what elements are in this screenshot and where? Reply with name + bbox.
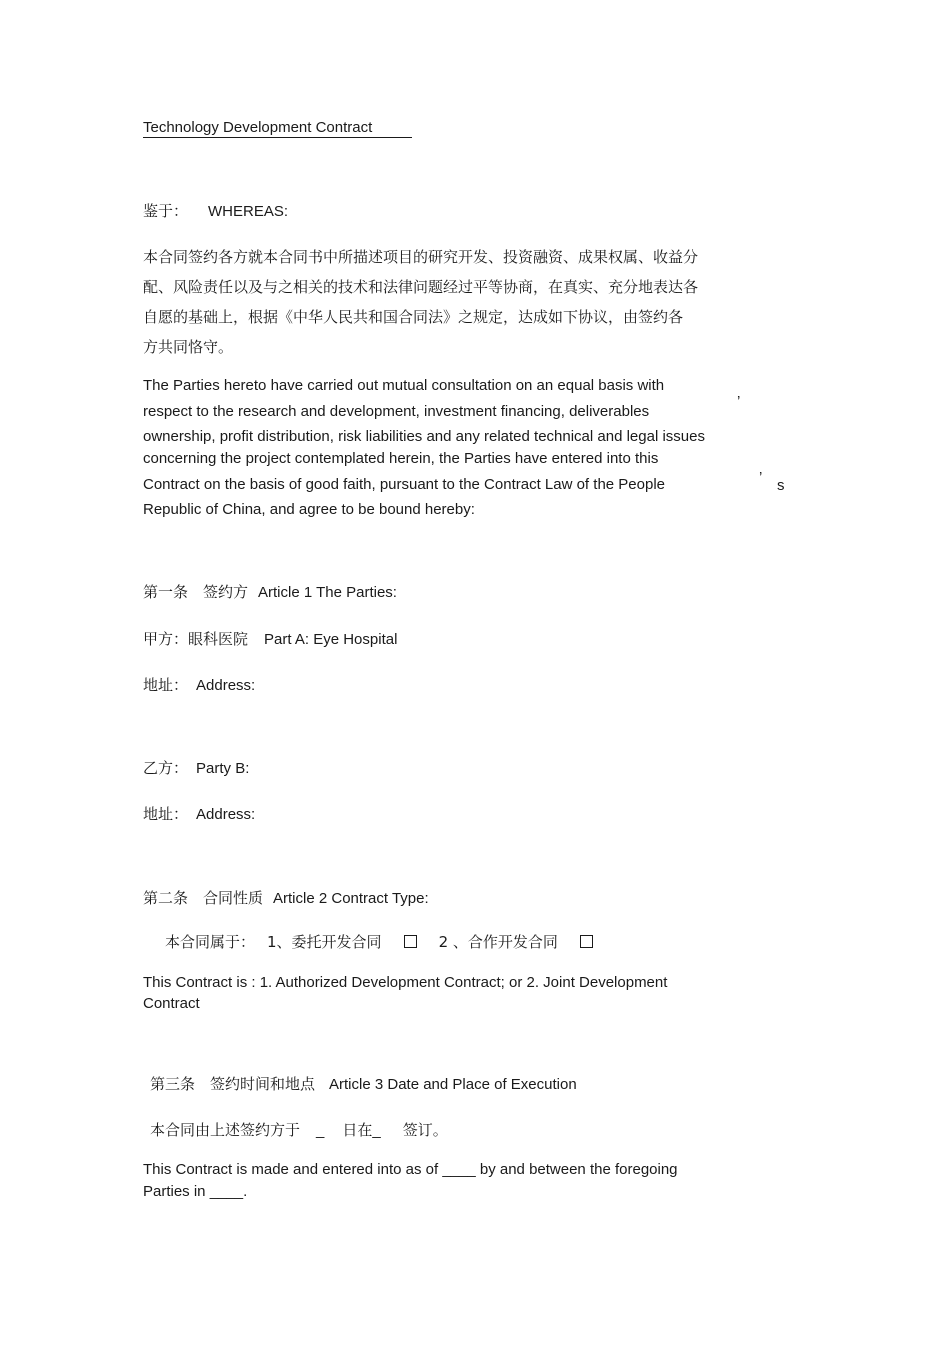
preamble-cn bbox=[143, 242, 743, 362]
option2-checkbox[interactable] bbox=[580, 935, 593, 948]
party-a-en: Part A: Eye Hospital bbox=[264, 631, 398, 648]
article1-heading-cn: 第一条 签约方 bbox=[143, 583, 249, 601]
execution-en-line: Parties in ____. bbox=[143, 1183, 248, 1200]
preamble-en-line: The Parties hereto have carried out mutual consultation on an equal basis with bbox=[143, 377, 665, 394]
stray-apostrophe: ’ bbox=[759, 469, 763, 486]
preamble-cn-line: 方共同恪守。 bbox=[143, 338, 234, 356]
title-underline bbox=[143, 137, 412, 138]
party-a-address bbox=[143, 674, 255, 695]
article2-heading-cn: 第二条 合同性质 bbox=[143, 889, 264, 907]
article1-heading-en: Article 1 The Parties: bbox=[258, 584, 397, 601]
preamble-cn-line: 自愿的基础上，根据《中华人民共和国合同法》之规定，达成如下协议，由签约各 bbox=[143, 308, 684, 326]
whereas-en: WHEREAS: bbox=[208, 203, 289, 220]
preamble-cn-line: 配、风险责任以及与之相关的技术和法律问题经过平等协商，在真实、充分地表达各 bbox=[143, 278, 699, 296]
preamble-en-line: Contract on the basis of good faith, pursuant to the Contract Law of the People bbox=[143, 476, 665, 493]
whereas-cn: 鉴于： bbox=[143, 202, 189, 220]
execution-en-line: This Contract is made and entered into as of ____ by and between the foregoing bbox=[143, 1161, 678, 1178]
article2-heading bbox=[143, 887, 429, 908]
address-a-en: Address: bbox=[196, 677, 256, 694]
preamble-en-line: respect to the research and development, investment financing, deliverables bbox=[143, 403, 650, 420]
whereas-heading bbox=[143, 200, 288, 221]
party-a bbox=[143, 628, 397, 649]
preamble-en-line: Republic of China, and agree to be bound hereby: bbox=[143, 501, 475, 518]
execution-cn-part: 本合同由上述签约方于 bbox=[150, 1121, 301, 1139]
article3-heading bbox=[150, 1073, 577, 1094]
option2-label: 2 、合作开发合同 bbox=[438, 933, 558, 951]
address-b-cn: 地址： bbox=[143, 805, 189, 823]
party-b-address bbox=[143, 803, 255, 824]
article3-heading-en: Article 3 Date and Place of Execution bbox=[329, 1076, 577, 1093]
option1-label: 1、委托开发合同 bbox=[267, 933, 382, 951]
belongs-cn: 本合同属于： bbox=[165, 933, 256, 951]
contract-type-options bbox=[165, 931, 593, 952]
party-b-cn: 乙方： bbox=[143, 759, 189, 777]
execution-cn-part: 日在 bbox=[342, 1121, 373, 1139]
option1-checkbox[interactable] bbox=[404, 935, 417, 948]
party-b-en: Party B: bbox=[196, 760, 250, 777]
place-blank: _ bbox=[372, 1122, 381, 1139]
contract-type-en-line: This Contract is : 1. Authorized Development Contract; or 2. Joint Development bbox=[143, 974, 668, 991]
article1-heading bbox=[143, 581, 397, 602]
date-blank: _ bbox=[316, 1122, 325, 1139]
stray-letter: s bbox=[777, 477, 785, 494]
contract-type-en-line: Contract bbox=[143, 995, 200, 1012]
address-a-cn: 地址： bbox=[143, 676, 189, 694]
document-title: Technology Development Contract bbox=[143, 119, 373, 136]
preamble-en-line: concerning the project contemplated herein, the Parties have entered into this bbox=[143, 450, 659, 467]
execution-cn-part: 签订。 bbox=[402, 1121, 448, 1139]
preamble-en-line: ownership, profit distribution, risk liabilities and any related technical and legal issues bbox=[143, 428, 705, 445]
address-b-en: Address: bbox=[196, 806, 256, 823]
stray-apostrophe: ’ bbox=[737, 393, 741, 410]
preamble-cn-line: 本合同签约各方就本合同书中所描述项目的研究开发、投资融资、成果权属、收益分 bbox=[143, 248, 699, 266]
party-a-cn: 甲方：眼科医院 bbox=[143, 630, 249, 648]
party-b bbox=[143, 757, 249, 778]
article2-heading-en: Article 2 Contract Type: bbox=[273, 890, 429, 907]
article3-heading-cn: 第三条 签约时间和地点 bbox=[150, 1075, 316, 1093]
execution-cn bbox=[150, 1119, 448, 1140]
